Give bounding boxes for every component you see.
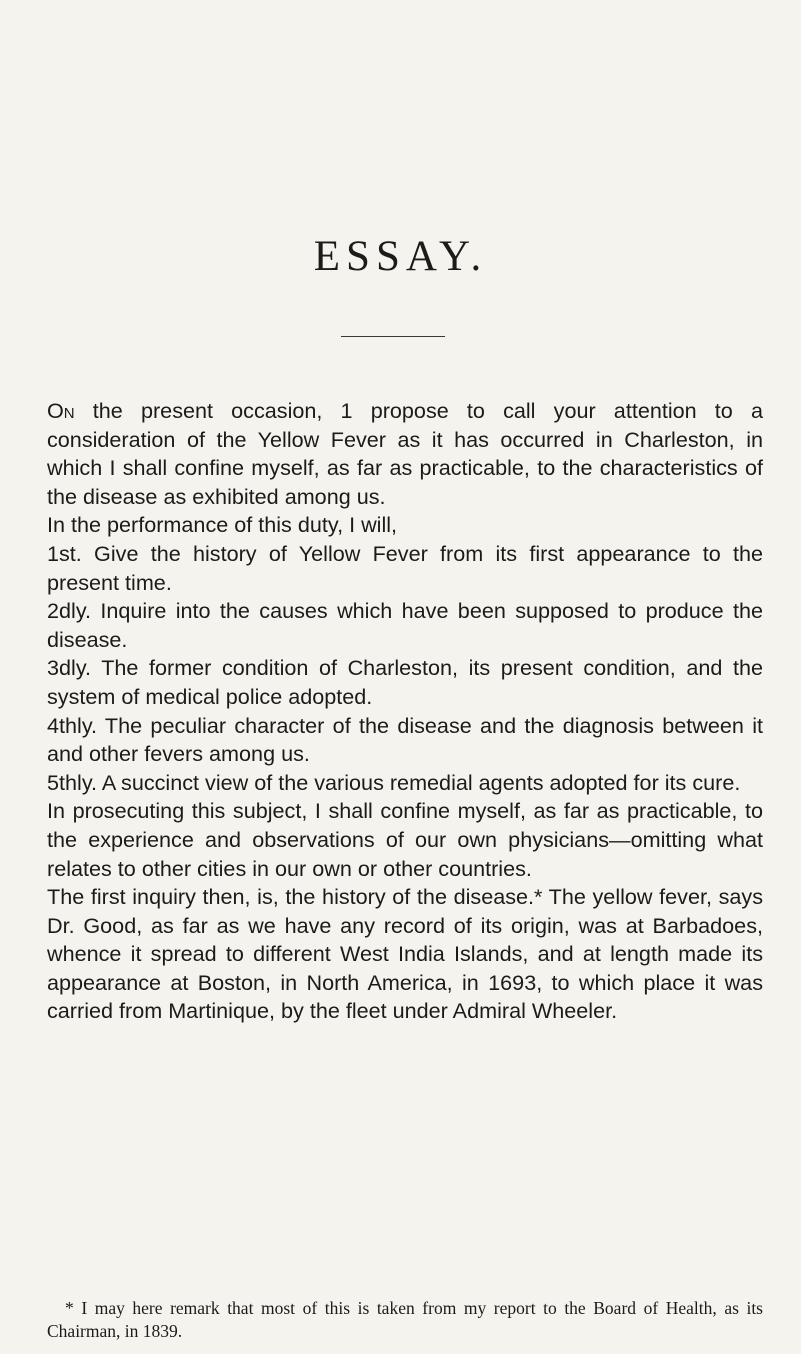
prosecuting-paragraph: In prosecuting this subject, I shall confine myself, as far as practicable, to the experience and observations of our own physicians—omitting what relates to other cities in our own or other countries. <box>47 798 763 881</box>
point-1st: 1st. Give the history of Yellow Fever from its first appearance to the present time. <box>47 540 763 595</box>
intro-first-word: On <box>47 398 75 423</box>
duty-paragraph: In the performance of this duty, I will, <box>47 512 398 538</box>
essay-title: ESSAY. <box>313 233 488 280</box>
footnote: * I may here remark that most of this is taken from my report to the Board of Health, as its Chairman, in 1839. <box>47 1298 763 1341</box>
intro-paragraph <box>47 397 763 511</box>
point-4thly: 4thly. The peculiar character of the disease and the diagnosis between it and other fevers among us. <box>47 712 763 767</box>
intro-paragraph-text: the present occasion, 1 propose to call your attention to a consideration of the Yellow Fever as it has occurred in Charleston, in which I shall confine myself, as far as practicable, to the characteristics of the disease as exhibited among us. <box>47 398 763 509</box>
point-5thly: 5thly. A succinct view of the various remedial agents adopted for its cure. <box>47 769 741 795</box>
history-paragraph: The first inquiry then, is, the history of the disease.* The yellow fever, says Dr. Good, as far as we have any record of its origin, was at Barbadoes, whence it spread to different West India Islands, and at length made its appearance at Boston, in North America, in 1693, to which place it was carried from Martinique, by the fleet under Admiral Wheeler. <box>47 884 763 1024</box>
point-2dly: 2dly. Inquire into the causes which have been supposed to produce the disease. <box>47 598 763 652</box>
title-rule <box>341 336 445 337</box>
essay-body <box>47 397 763 1026</box>
point-3dly: 3dly. The former condition of Charleston, its present condition, and the system of medical police adopted. <box>47 655 763 709</box>
